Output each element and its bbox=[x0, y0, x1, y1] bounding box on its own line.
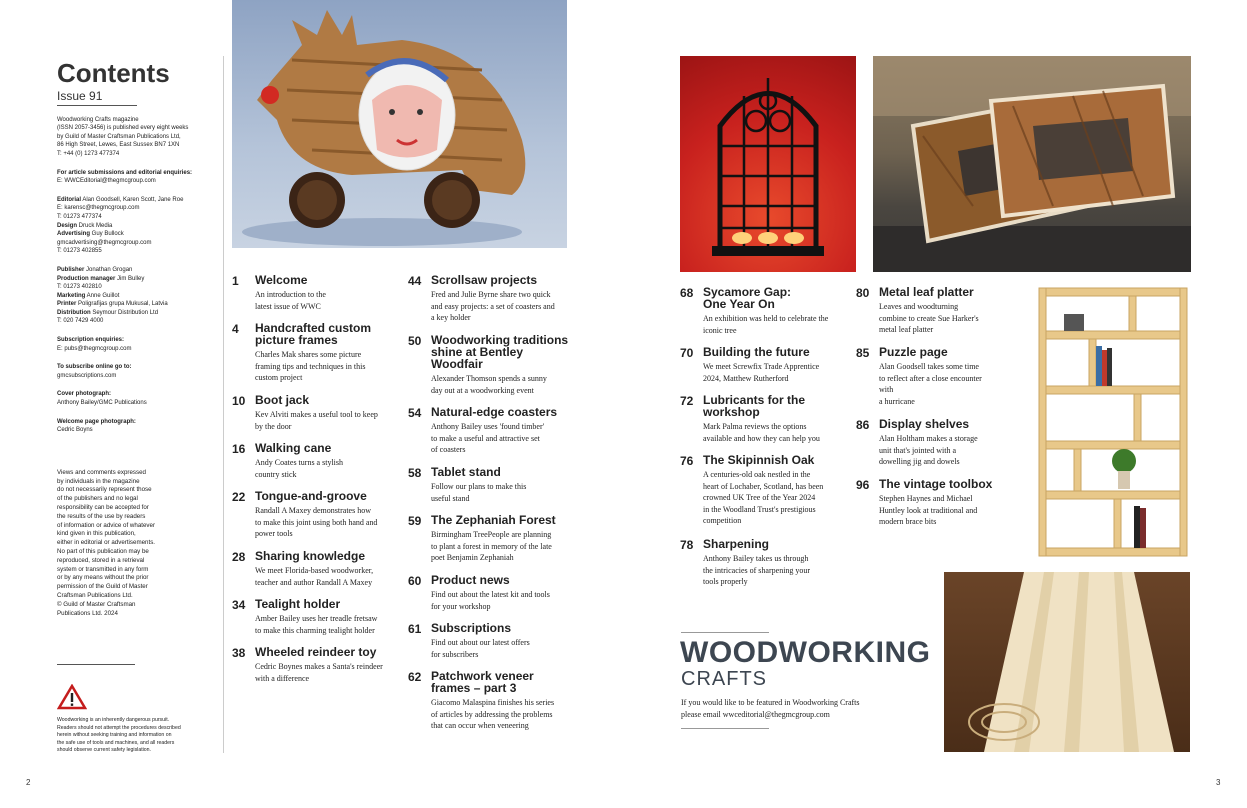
text-line: No part of this publication may be bbox=[57, 547, 149, 555]
toc-title bbox=[255, 442, 407, 454]
text-line: Handcrafted custom bbox=[255, 321, 372, 335]
toc-entry[interactable] bbox=[232, 274, 407, 312]
text-line: Woodworking traditions bbox=[431, 333, 569, 347]
toc-title bbox=[703, 454, 855, 466]
text-line: T: +44 (0) 1273 477374 bbox=[57, 150, 120, 157]
toc-description bbox=[703, 469, 855, 527]
text-line: and easy projects: a set of coasters and bbox=[431, 301, 555, 311]
text-line: Huntley look at traditional and bbox=[879, 505, 978, 515]
toc-entry[interactable] bbox=[232, 550, 407, 588]
text-line: Sycamore Gap: bbox=[703, 285, 792, 299]
toc-page-number: 22 bbox=[232, 490, 246, 504]
toc-description bbox=[255, 409, 407, 432]
text-line: Views and comments expressed bbox=[57, 468, 146, 476]
credit-value: Seymour Distribution Ltd bbox=[90, 309, 159, 316]
toc-page-number: 70 bbox=[680, 346, 694, 360]
text-line: Display shelves bbox=[879, 417, 970, 431]
text-line: dowelling jig and dowels bbox=[879, 457, 960, 466]
text-line: Woodworking Crafts magazine bbox=[57, 116, 139, 123]
toc-entry[interactable] bbox=[680, 346, 855, 384]
credit-value: Jim Bulley bbox=[115, 275, 145, 282]
text-line: latest issue of WWC bbox=[255, 301, 321, 311]
credit-label: Distribution bbox=[57, 309, 91, 316]
text-line: of coasters bbox=[431, 445, 466, 454]
toc-title bbox=[255, 274, 407, 286]
text-line: Find out about our latest offers bbox=[431, 638, 530, 647]
text-line: One Year On bbox=[703, 297, 775, 311]
toc-page-number: 28 bbox=[232, 550, 246, 564]
subscribe-online: To subscribe online go to: gmcsubscriptions.com bbox=[57, 364, 132, 379]
credit-value: T: 01273 402810 bbox=[57, 284, 102, 291]
toc-title bbox=[703, 538, 855, 550]
text-line: by individuals in the magazine bbox=[57, 477, 140, 485]
toc-title bbox=[255, 322, 407, 346]
toc-entry[interactable] bbox=[408, 466, 583, 504]
text-line: tools properly bbox=[703, 577, 748, 586]
toc-page-number: 38 bbox=[232, 646, 246, 660]
safety-notice bbox=[57, 684, 217, 754]
toc-page-number: 10 bbox=[232, 394, 246, 408]
logo-rule-top bbox=[681, 632, 769, 633]
toc-description bbox=[703, 361, 855, 384]
text-line: in the Woodland Trust's prestigious bbox=[703, 504, 816, 514]
toc-entry[interactable] bbox=[408, 574, 583, 612]
page-number-right: 3 bbox=[1216, 778, 1221, 787]
text-line: Amber Bailey uses her treadle fretsaw bbox=[255, 614, 378, 623]
toc-page-number: 50 bbox=[408, 334, 422, 348]
toc-entry[interactable] bbox=[408, 670, 583, 732]
toc-title bbox=[879, 286, 1031, 298]
credit-value: Jonathan Grogan bbox=[84, 266, 133, 273]
text-line: Walking cane bbox=[255, 441, 332, 455]
credit-value: E: karensc@thegmcgroup.com bbox=[57, 205, 140, 212]
toc-title bbox=[879, 418, 1031, 430]
toc-description bbox=[255, 457, 407, 480]
text-line: 2024, Matthew Rutherford bbox=[703, 373, 789, 383]
toc-description bbox=[431, 697, 583, 732]
toc-entry[interactable] bbox=[232, 322, 407, 384]
publisher-intro bbox=[57, 116, 207, 159]
toc-entry[interactable] bbox=[232, 646, 407, 684]
text-line: Cedric Boynes makes a Santa's reindeer bbox=[255, 662, 383, 671]
display-shelves-photo bbox=[1034, 286, 1190, 561]
toc-entry[interactable] bbox=[856, 346, 1031, 407]
toc-title bbox=[255, 394, 407, 406]
text-line: combine to create Sue Harker's bbox=[879, 313, 979, 323]
text-line: of the publishers and no legal bbox=[57, 495, 138, 503]
toc-description bbox=[431, 481, 583, 504]
toc-description bbox=[879, 301, 1031, 336]
toc-entry[interactable] bbox=[408, 274, 583, 324]
credit-label: Advertising bbox=[57, 231, 91, 238]
toc-page-number: 16 bbox=[232, 442, 246, 456]
text-line: picture frames bbox=[255, 333, 338, 347]
welcome-photo-credit: Welcome page photograph: Cedric Boyns bbox=[57, 418, 136, 434]
text-line: the intricacies of sharpening your bbox=[703, 565, 811, 575]
toc-entry[interactable] bbox=[408, 334, 583, 396]
toc-description bbox=[431, 421, 583, 456]
credit-label: Printer bbox=[57, 301, 77, 308]
text-line: Lubricants for the bbox=[703, 393, 806, 407]
text-line: Fred and Julie Byrne share two quick bbox=[431, 290, 551, 299]
toc-title bbox=[255, 490, 407, 502]
text-line: Mark Palma reviews the options bbox=[703, 422, 807, 431]
toc-entry[interactable] bbox=[680, 454, 855, 527]
credit-value: T: 01273 402855 bbox=[57, 248, 102, 255]
toc-entry[interactable] bbox=[856, 418, 1031, 468]
toc-entry[interactable] bbox=[680, 286, 855, 336]
text-line: either in editorial or advertisements. bbox=[57, 539, 156, 547]
credit-value: Poligrafijas grupa Mukusal, Latvia bbox=[76, 301, 168, 308]
toc-page-number: 54 bbox=[408, 406, 422, 420]
text-line: to make this charming tealight holder bbox=[255, 625, 375, 635]
toc-title bbox=[879, 346, 1031, 358]
publisher-credits bbox=[57, 266, 207, 326]
safety-text bbox=[57, 717, 217, 754]
text-line: The vintage toolbox bbox=[879, 477, 993, 491]
toc-entry[interactable] bbox=[680, 394, 855, 444]
toc-description bbox=[431, 637, 583, 660]
tongue-and-groove-boards-photo bbox=[944, 572, 1190, 752]
text-line: frames – part 3 bbox=[431, 681, 517, 695]
toc-page-number: 78 bbox=[680, 538, 694, 552]
text-line: herein without seeking training and information on bbox=[57, 732, 172, 739]
text-line: the results of the use by readers bbox=[57, 512, 146, 520]
text-line: We meet Florida-based woodworker, bbox=[255, 566, 374, 575]
toc-title bbox=[431, 466, 583, 478]
logo-rule-bottom bbox=[681, 728, 769, 729]
text-line: Patchwork veneer bbox=[431, 669, 534, 683]
text-line: Subscriptions bbox=[431, 621, 512, 635]
toc-entry[interactable] bbox=[408, 622, 583, 660]
page-number-left: 2 bbox=[26, 778, 31, 787]
credit-value: Guy Bullock bbox=[90, 231, 124, 238]
text-line: An introduction to the bbox=[255, 290, 326, 299]
text-line: Stephen Haynes and Michael bbox=[879, 494, 973, 503]
editorial-credits bbox=[57, 196, 207, 256]
text-line: Craftsman Publications Ltd. bbox=[57, 591, 133, 599]
text-line: Find out about the latest kit and tools bbox=[431, 590, 550, 599]
text-line: Alan Goodsell takes some time bbox=[879, 362, 979, 371]
toc-title bbox=[879, 478, 1031, 490]
text-line: Andy Coates turns a stylish bbox=[255, 458, 343, 467]
text-line: of information or advice of whatever bbox=[57, 521, 156, 529]
text-line: Follow our plans to make this bbox=[431, 482, 527, 491]
text-line: (ISSN 2057-3456) is published every eight weeks bbox=[57, 125, 189, 132]
toc-page-number: 85 bbox=[856, 346, 870, 360]
text-line: unit that's jointed with a bbox=[879, 445, 956, 455]
toc-page-number: 59 bbox=[408, 514, 422, 528]
text-line: Metal leaf platter bbox=[879, 285, 974, 299]
toc-entry[interactable] bbox=[232, 490, 407, 540]
text-line: for subscribers bbox=[431, 649, 479, 659]
text-line: with bbox=[879, 385, 894, 394]
warning-icon bbox=[57, 684, 87, 710]
text-line: Puzzle page bbox=[879, 345, 948, 359]
toc-description bbox=[255, 661, 407, 684]
text-line: Randall A Maxey demonstrates how bbox=[255, 506, 371, 515]
toc-description bbox=[255, 349, 407, 384]
toc-title bbox=[431, 274, 583, 286]
text-line: day out at a woodworking event bbox=[431, 385, 534, 395]
text-line: An exhibition was held to celebrate the bbox=[703, 314, 829, 323]
credit-label: Publisher bbox=[57, 266, 85, 273]
text-line: framing tips and techniques in this bbox=[255, 361, 366, 371]
text-line: with a difference bbox=[255, 673, 310, 683]
toc-entry[interactable] bbox=[680, 538, 855, 588]
text-line: reproduced, stored in a retrieval bbox=[57, 556, 145, 564]
toc-title bbox=[255, 646, 407, 658]
toc-description bbox=[879, 361, 1031, 407]
toc-page-number: 61 bbox=[408, 622, 422, 636]
toc-description bbox=[431, 373, 583, 396]
credit-label: Production manager bbox=[57, 275, 116, 282]
credit-value: Druck Media bbox=[77, 222, 113, 229]
text-line: the safe use of tools and machines, and all readers bbox=[57, 739, 175, 746]
text-line: modern brace bits bbox=[879, 517, 937, 526]
text-line: Product news bbox=[431, 573, 510, 587]
text-line: to plant a forest in memory of the late bbox=[431, 541, 552, 551]
text-line: Woodfair bbox=[431, 357, 483, 371]
credit-label: Marketing bbox=[57, 292, 86, 299]
text-line: © Guild of Master Craftsman bbox=[57, 600, 136, 608]
text-line: should observe current safety legislation. bbox=[57, 747, 152, 754]
toc-entry[interactable] bbox=[408, 514, 583, 564]
toc-description bbox=[255, 289, 407, 312]
text-line: poet Benjamin Zephaniah bbox=[431, 553, 514, 562]
text-line: to reflect after a close encounter bbox=[879, 373, 982, 383]
text-line: shine at Bentley bbox=[431, 345, 524, 359]
toc-title bbox=[703, 394, 855, 418]
text-line: Sharing knowledge bbox=[255, 549, 366, 563]
toc-page-number: 72 bbox=[680, 394, 694, 408]
toc-entry[interactable] bbox=[232, 394, 407, 432]
toc-description bbox=[703, 313, 855, 336]
toc-page-number: 60 bbox=[408, 574, 422, 588]
toc-page-number: 86 bbox=[856, 418, 870, 432]
toc-entry[interactable] bbox=[232, 442, 407, 480]
toc-page-number: 68 bbox=[680, 286, 694, 300]
credit-label: Editorial bbox=[57, 196, 82, 203]
toc-title bbox=[431, 574, 583, 586]
brand-logo-wordmark: WOODWORKING bbox=[680, 636, 931, 669]
text-line: Anthony Bailey uses 'found timber' bbox=[431, 422, 545, 431]
credit-value: T: 01273 477374 bbox=[57, 213, 102, 220]
text-line: of articles by addressing the problems bbox=[431, 709, 553, 719]
text-line: available and how they can help you bbox=[703, 433, 820, 443]
feature-invitation bbox=[681, 697, 871, 720]
text-line: Woodworking is an inherently dangerous pursuit. bbox=[57, 717, 170, 724]
toc-title bbox=[431, 670, 583, 694]
article-submissions: For article submissions and editorial enquiries: E: WWCEditorial@thegmcgroup.com bbox=[57, 169, 193, 185]
toc-page-number: 34 bbox=[232, 598, 246, 612]
text-line: please email wwceditorial@thegmcgroup.com bbox=[681, 709, 830, 719]
text-line: Tealight holder bbox=[255, 597, 341, 611]
credit-value: Anne Guillot bbox=[85, 292, 120, 299]
toc-page-number: 76 bbox=[680, 454, 694, 468]
toc-description bbox=[255, 505, 407, 540]
text-line: Giacomo Malaspina finishes his series bbox=[431, 698, 555, 707]
text-line: A centuries-old oak nestled in the bbox=[703, 470, 811, 479]
text-line: responsibility can be accepted for bbox=[57, 504, 149, 511]
toc-title bbox=[431, 622, 583, 634]
text-line: Alexander Thomson spends a sunny bbox=[431, 374, 547, 383]
toc-description bbox=[703, 553, 855, 588]
text-line: teacher and author Randall A Maxey bbox=[255, 577, 373, 587]
text-line: 86 High Street, Lewes, East Sussex BN7 1XN bbox=[57, 142, 180, 149]
text-line: Alan Holtham makes a storage bbox=[879, 434, 978, 443]
toc-title bbox=[703, 286, 855, 310]
text-line: Wheeled reindeer toy bbox=[255, 645, 377, 659]
text-line: Anthony Bailey takes us through bbox=[703, 554, 809, 563]
toc-entry[interactable] bbox=[408, 406, 583, 456]
toc-title bbox=[255, 598, 407, 610]
text-line: to make this joint using both hand and bbox=[255, 517, 378, 527]
text-line: Readers should not attempt the procedures described bbox=[57, 724, 181, 731]
text-line: by the door bbox=[255, 421, 292, 431]
text-line: The Skipinnish Oak bbox=[703, 453, 815, 467]
text-line: by Guild of Master Craftsman Publications Ltd, bbox=[57, 133, 181, 140]
subscription-enquiries: Subscription enquiries: E: pubs@thegmcgroup.com bbox=[57, 337, 132, 352]
toc-entry[interactable] bbox=[232, 598, 407, 636]
divider bbox=[57, 664, 135, 665]
text-line: Boot jack bbox=[255, 393, 310, 407]
toc-description bbox=[431, 529, 583, 564]
text-line: or by any means without the prior bbox=[57, 574, 149, 582]
text-line: Charles Mak shares some picture bbox=[255, 350, 362, 359]
text-line: If you would like to be featured in Woodworking Crafts bbox=[681, 698, 860, 707]
toc-title bbox=[431, 406, 583, 418]
toc-title bbox=[431, 334, 583, 370]
text-line: Leaves and woodturning bbox=[879, 302, 959, 311]
toc-page-number: 4 bbox=[232, 322, 239, 336]
text-line: competition bbox=[703, 516, 742, 525]
text-line: Birmingham TreePeople are planning bbox=[431, 530, 552, 539]
text-line: We meet Screwfix Trade Apprentice bbox=[703, 362, 820, 371]
text-line: Tongue-and-groove bbox=[255, 489, 367, 503]
credit-value: Alan Goodsell, Karen Scott, Jane Roe bbox=[81, 196, 184, 203]
text-line: that can occur when veneering bbox=[431, 721, 529, 730]
toc-page-number: 58 bbox=[408, 466, 422, 480]
column-divider bbox=[223, 56, 224, 753]
text-line: system or transmitted in any form bbox=[57, 565, 149, 573]
text-line: workshop bbox=[703, 405, 760, 419]
text-line: Welcome bbox=[255, 273, 308, 287]
text-line: country stick bbox=[255, 469, 297, 479]
text-line: Publications Ltd. 2024 bbox=[57, 609, 118, 617]
text-line: a key holder bbox=[431, 313, 471, 322]
patchwork-frames-photo bbox=[873, 56, 1191, 272]
toc-title bbox=[255, 550, 407, 562]
toc-page-number: 44 bbox=[408, 274, 422, 288]
text-line: Kev Alviti makes a useful tool to keep bbox=[255, 410, 378, 419]
text-line: Sharpening bbox=[703, 537, 770, 551]
text-line: Building the future bbox=[703, 345, 810, 359]
reindeer-toy-photo bbox=[232, 0, 567, 248]
toc-description bbox=[879, 493, 1031, 528]
toc-description bbox=[431, 589, 583, 612]
text-line: crowned UK Tree of the Year 2024 bbox=[703, 493, 816, 502]
issue-number: Issue 91 bbox=[57, 92, 137, 106]
text-line: metal leaf platter bbox=[879, 325, 934, 334]
toc-description bbox=[431, 289, 583, 324]
toc-title bbox=[703, 346, 855, 358]
page-title: Contents bbox=[57, 58, 170, 88]
toc-entry[interactable] bbox=[856, 478, 1031, 528]
brand-logo-subtitle: CRAFTS bbox=[681, 668, 767, 690]
text-line: heart of Lochaber, Scotland, has been bbox=[703, 481, 824, 491]
text-line: Scrollsaw projects bbox=[431, 273, 538, 287]
text-line: Natural-edge coasters bbox=[431, 405, 558, 419]
cover-photo-credit: Cover photograph: Anthony Bailey/GMC Publications bbox=[57, 391, 147, 407]
text-line: permission of the Guild of Master bbox=[57, 583, 148, 591]
toc-description bbox=[879, 433, 1031, 468]
text-line: do not necessarily represent those bbox=[57, 486, 152, 494]
toc-page-number: 62 bbox=[408, 670, 422, 684]
toc-description bbox=[255, 565, 407, 588]
credit-value: gmcadvertising@thegmcgroup.com bbox=[57, 239, 152, 246]
text-line: kind given in this publication, bbox=[57, 530, 136, 538]
text-line: Tablet stand bbox=[431, 465, 501, 479]
text-line: power tools bbox=[255, 529, 293, 538]
toc-description bbox=[703, 421, 855, 444]
masthead-column bbox=[57, 58, 207, 618]
toc-entry[interactable] bbox=[856, 286, 1031, 336]
toc-page-number: 96 bbox=[856, 478, 870, 492]
text-line: useful stand bbox=[431, 493, 470, 503]
credit-label: Design bbox=[57, 222, 78, 229]
tealight-holder-photo bbox=[680, 56, 856, 272]
text-line: The Zephaniah Forest bbox=[431, 513, 556, 527]
disclaimer bbox=[57, 469, 207, 619]
text-line: for your workshop bbox=[431, 601, 491, 611]
credit-value: T: 020 7429 4000 bbox=[57, 318, 104, 325]
text-line: a hurricane bbox=[879, 396, 915, 406]
toc-title bbox=[431, 514, 583, 526]
text-line: custom project bbox=[255, 373, 303, 382]
text-line: to make a useful and attractive set bbox=[431, 433, 540, 443]
toc-page-number: 80 bbox=[856, 286, 870, 300]
text-line: iconic tree bbox=[703, 325, 737, 335]
toc-description bbox=[255, 613, 407, 636]
toc-page-number: 1 bbox=[232, 274, 239, 288]
